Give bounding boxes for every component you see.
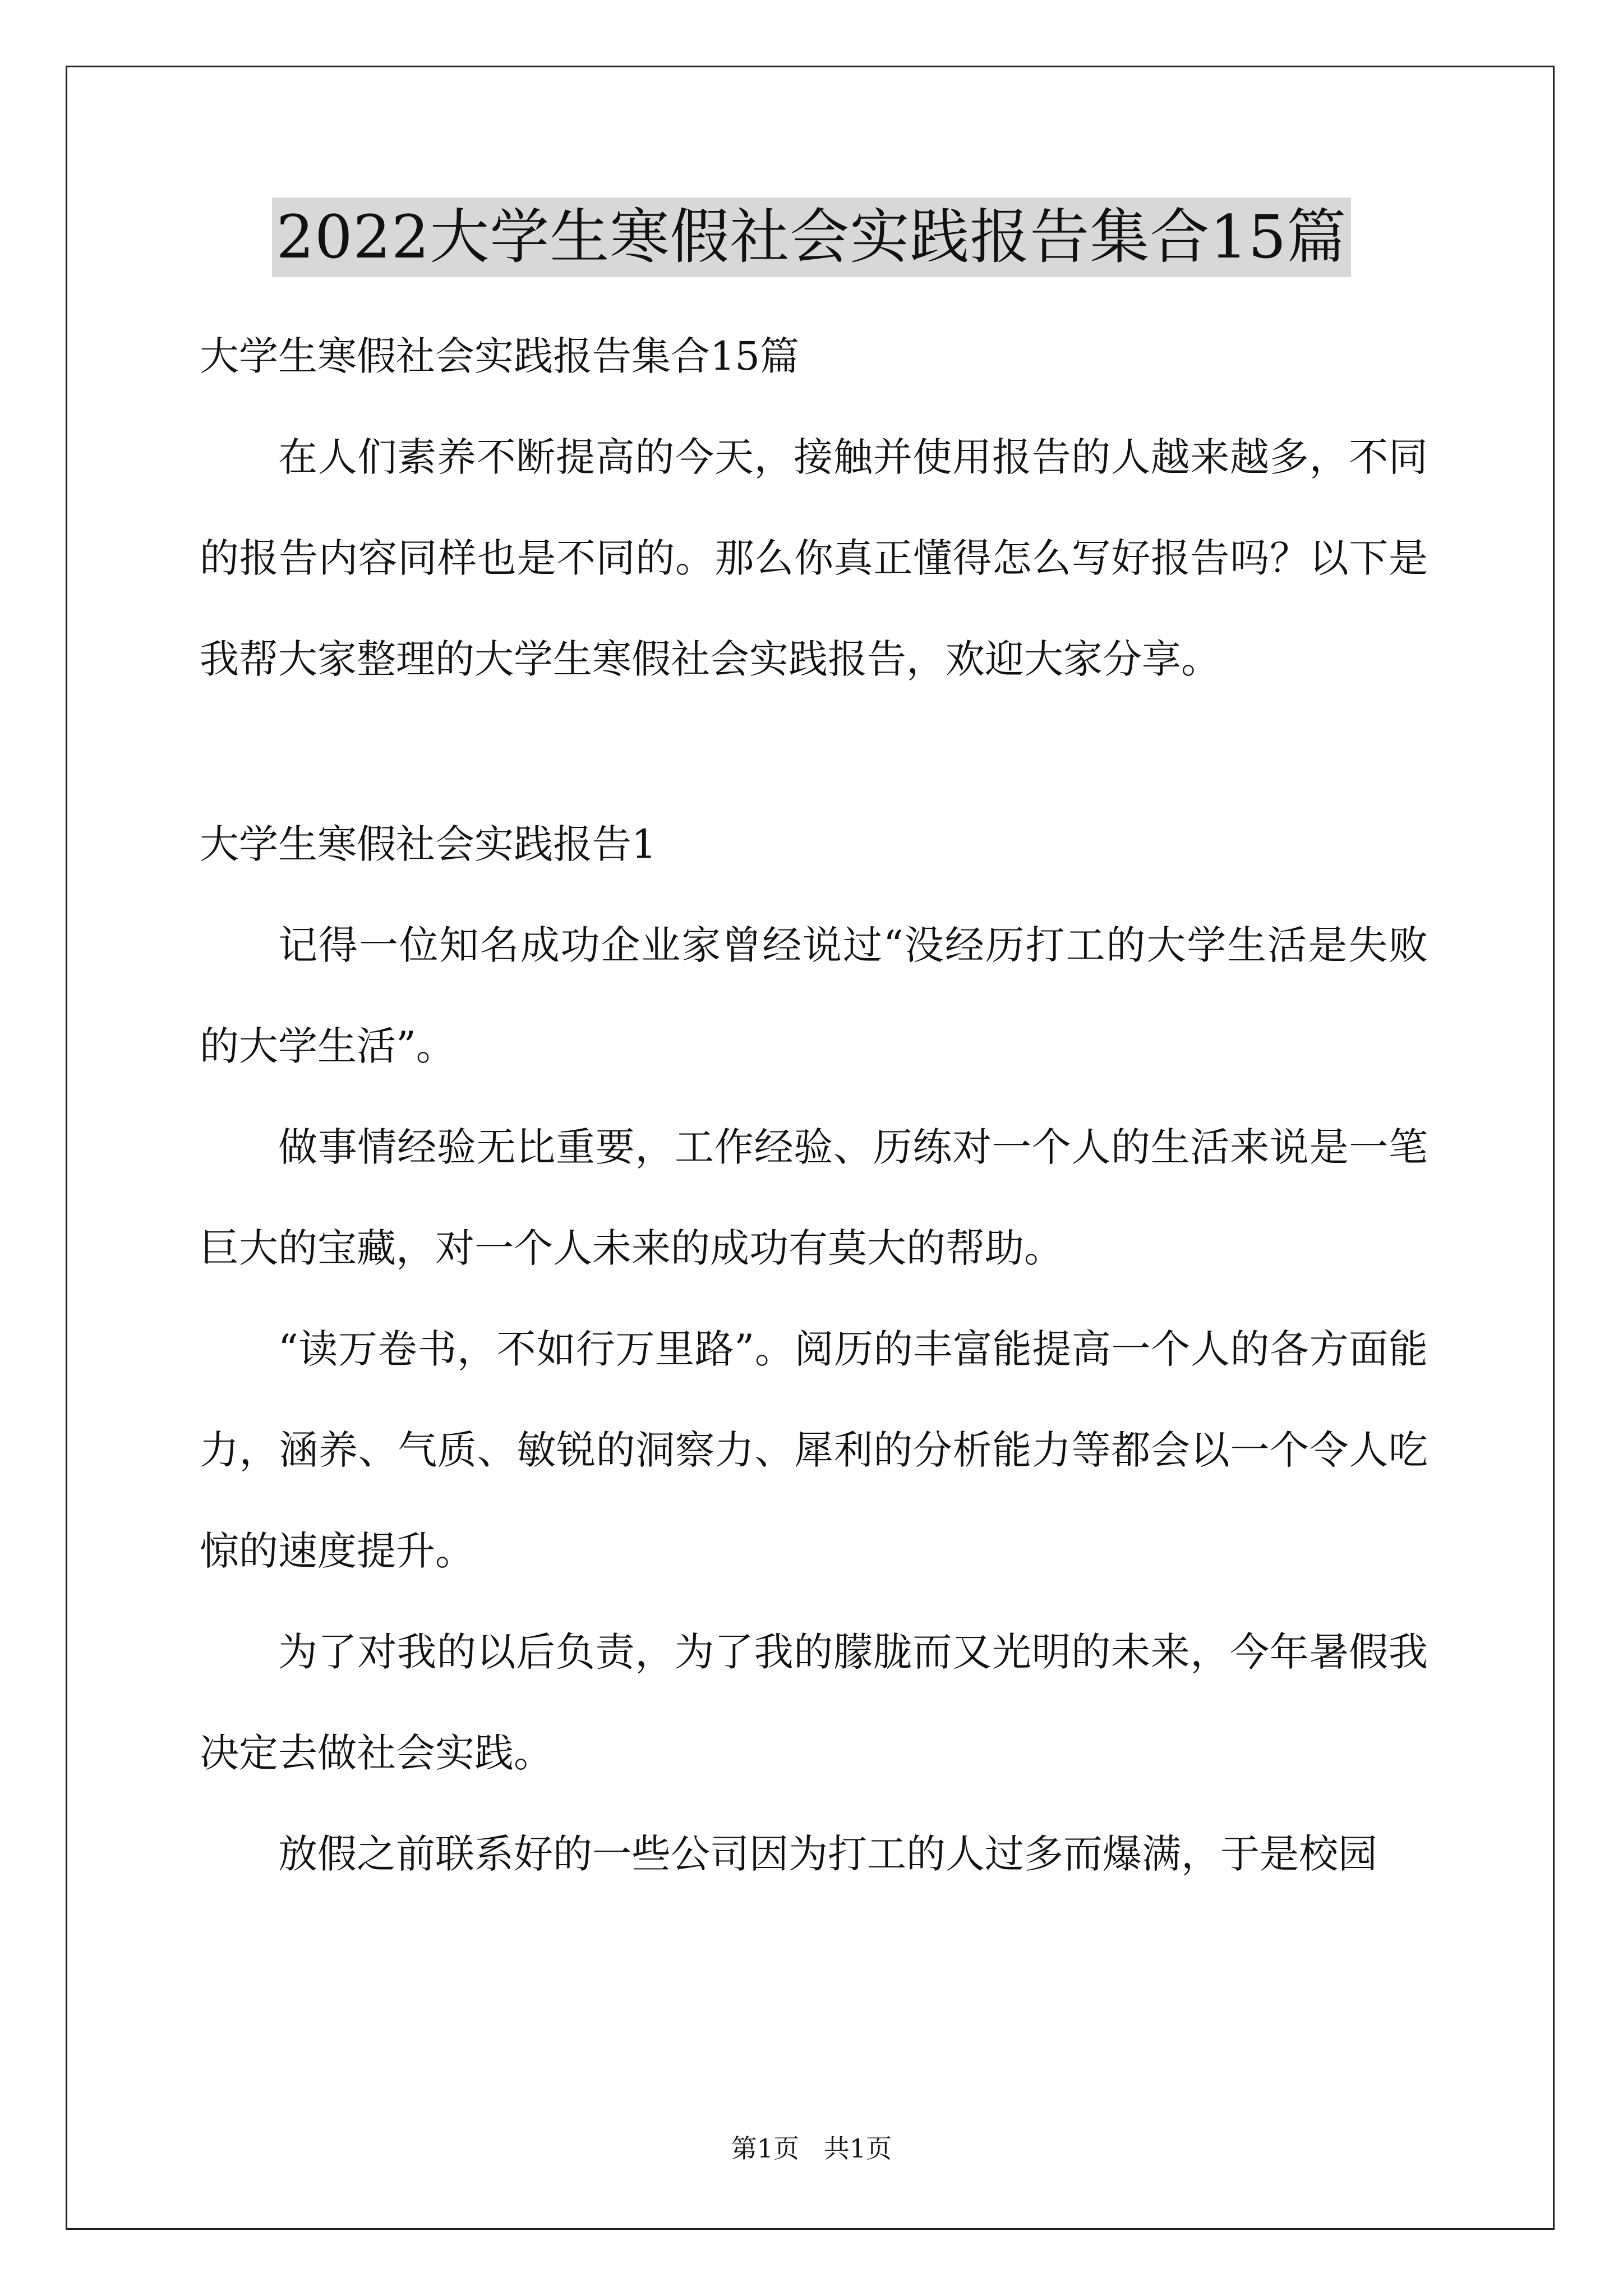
body-paragraph: 为了对我的以后负责，为了我的朦胧而又光明的未来，今年暑假我决定去做社会实践。 [200,1629,1428,1776]
body-paragraph: 放假之前联系好的一些公司因为打工的人过多而爆满，于是校园 [278,1831,1377,1877]
title-container [0,197,1623,277]
body-paragraph: 做事情经验无比重要，工作经验、历练对一个人的生活来说是一笔巨大的宝藏，对一个人未来的成功有莫大的帮助。 [200,1124,1428,1271]
intro-paragraph: 在人们素养不断提高的今天，接触并使用报告的人越来越多，不同的报告内容同样也是不同的。那么你真正懂得怎么写好报告吗？以下是我帮大家整理的大学生寒假社会实践报告，欢迎大家分享。 [200,434,1428,682]
document-title: 2022大学生寒假社会实践报告集合15篇 [272,197,1352,277]
section-heading-report-1: 大学生寒假社会实践报告1 [200,821,657,867]
document-body [200,306,1428,1904]
subtitle-heading: 大学生寒假社会实践报告集合15篇 [200,333,800,379]
body-paragraph: 记得一位知名成功企业家曾经说过“没经历打工的大学生活是失败的大学生活”。 [200,922,1428,1069]
page-footer: 第1页 共1页 [731,2133,892,2164]
body-paragraph: “读万卷书，不如行万里路”。阅历的丰富能提高一个人的各方面能力，涵养、气质、敏锐的洞察力、犀利的分析能力等都会以一个令人吃惊的速度提升。 [200,1326,1428,1574]
